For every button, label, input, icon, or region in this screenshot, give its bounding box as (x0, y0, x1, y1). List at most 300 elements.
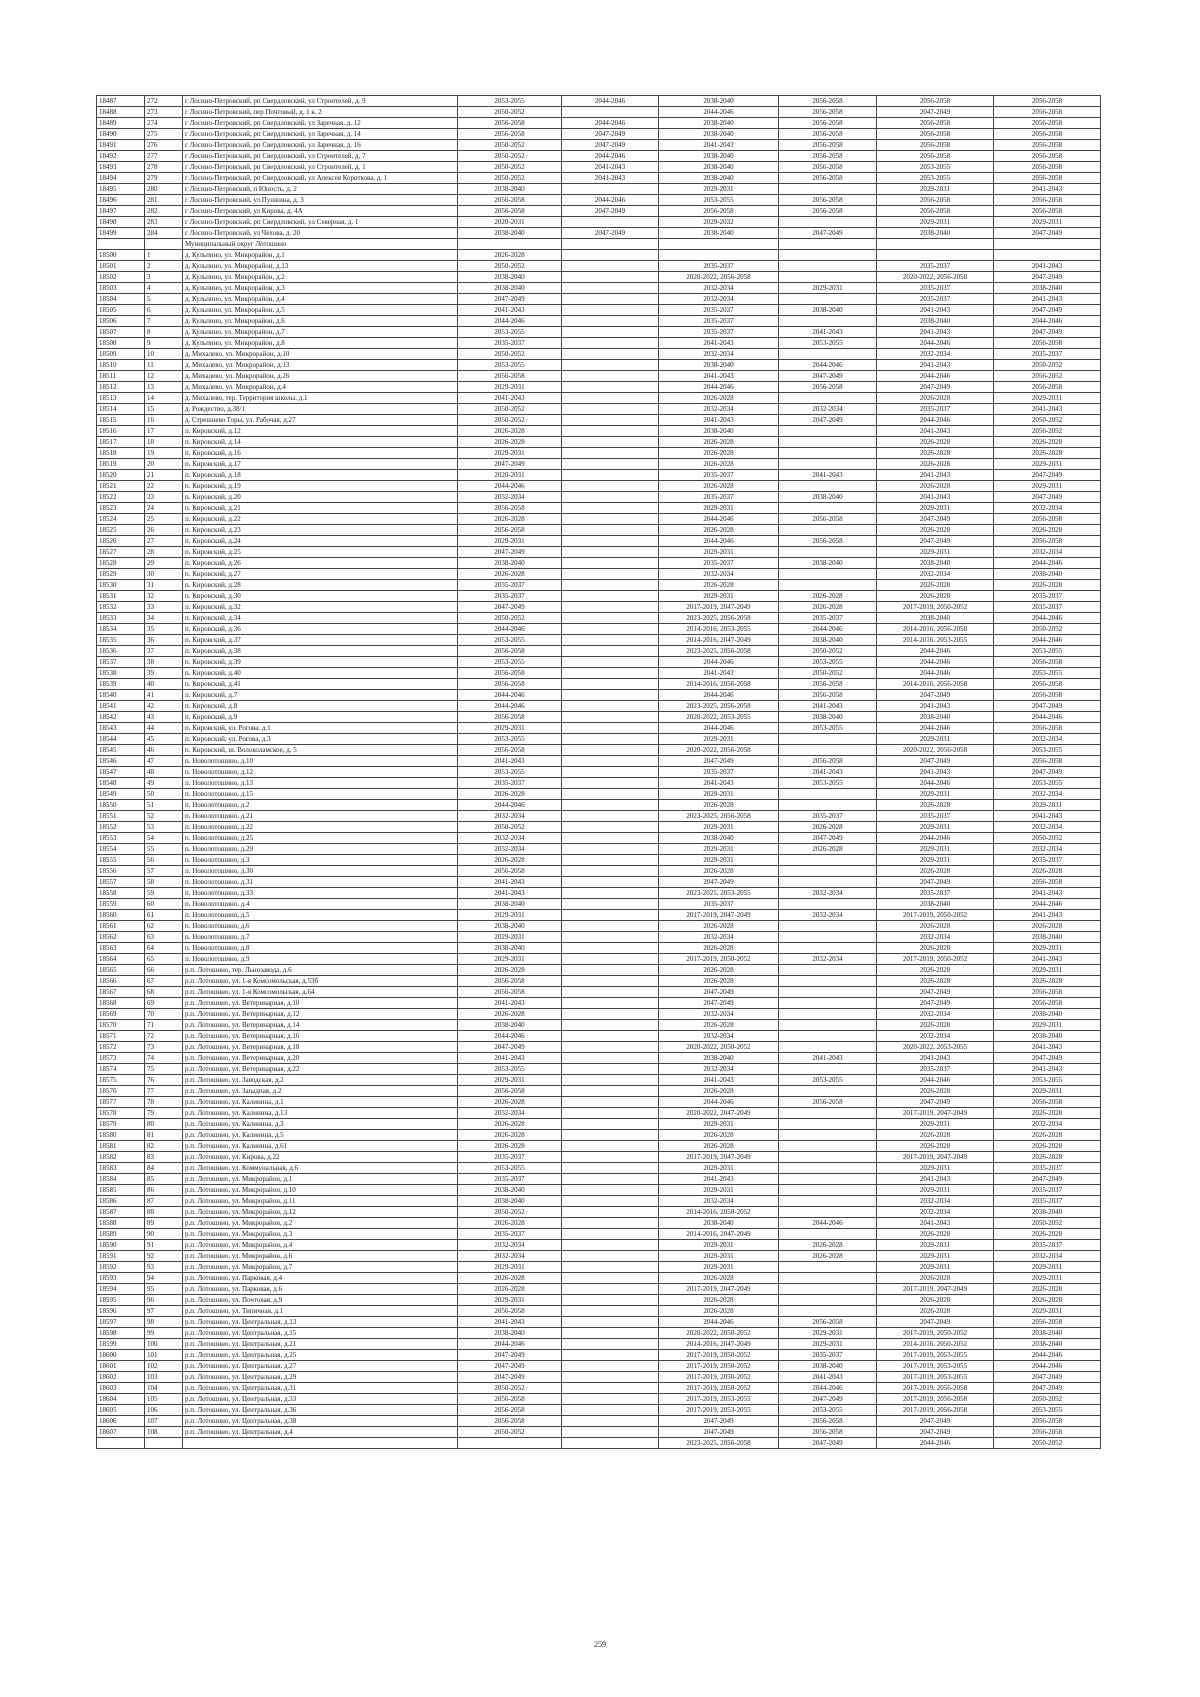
period-6-cell: 2047-2049 (994, 272, 1101, 283)
period-3-cell (659, 239, 779, 250)
table-row (97, 624, 1101, 635)
period-5-cell: 2026-2028 (877, 976, 994, 987)
table-row (97, 261, 1101, 272)
period-3-cell: 2047-2049 (659, 998, 779, 1009)
address-cell (183, 1438, 458, 1449)
address-cell: п. Кировский, д.26 (183, 558, 458, 569)
period-6-cell: 2026-2028 (994, 1108, 1101, 1119)
period-6-cell: 2050-2052 (994, 1438, 1101, 1449)
period-5-cell: 2017-2019, 2047-2049 (877, 1152, 994, 1163)
period-6-cell: 2032-2034 (994, 822, 1101, 833)
period-2-cell (562, 1042, 659, 1053)
period-1-cell: 2044-2046 (458, 800, 562, 811)
period-6-cell: 2029-2031 (994, 393, 1101, 404)
row-sequence-cell: 67 (145, 976, 183, 987)
row-sequence-cell: 52 (145, 811, 183, 822)
period-4-cell: 2056-2058 (779, 679, 877, 690)
period-6-cell: 2029-2031 (994, 1086, 1101, 1097)
record-number-cell: 18491 (97, 140, 145, 151)
address-cell: п. Кировский, д.12 (183, 426, 458, 437)
table-row (97, 547, 1101, 558)
period-1-cell: 2038-2040 (458, 1185, 562, 1196)
period-4-cell: 2041-2043 (779, 470, 877, 481)
period-4-cell: 2056-2058 (779, 1427, 877, 1438)
row-sequence-cell: 10 (145, 349, 183, 360)
period-1-cell: 2044-2046 (458, 690, 562, 701)
period-4-cell: 2056-2058 (779, 162, 877, 173)
record-number-cell: 18521 (97, 481, 145, 492)
period-2-cell (562, 1262, 659, 1273)
period-1-cell: 2026-2028 (458, 437, 562, 448)
row-sequence-cell: 15 (145, 404, 183, 415)
period-4-cell: 2053-2055 (779, 723, 877, 734)
record-number-cell: 18542 (97, 712, 145, 723)
table-row (97, 646, 1101, 657)
address-cell: р.п. Лотошино, ул. Ветеринарная, д.16 (183, 1031, 458, 1042)
row-sequence-cell: 283 (145, 217, 183, 228)
row-sequence-cell: 61 (145, 910, 183, 921)
period-3-cell: 2044-2046 (659, 536, 779, 547)
period-4-cell (779, 932, 877, 943)
row-sequence-cell: 41 (145, 690, 183, 701)
period-2-cell: 2044-2046 (562, 151, 659, 162)
period-5-cell: 2014-2016, 2056-2058 (877, 624, 994, 635)
address-cell: п. Новолотошино, д.12 (183, 767, 458, 778)
period-5-cell: 2056-2058 (877, 151, 994, 162)
period-2-cell (562, 1163, 659, 1174)
period-3-cell: 2038-2040 (659, 96, 779, 107)
period-6-cell: 2050-2052 (994, 415, 1101, 426)
period-5-cell: 2017-2019, 2053-2055 (877, 1350, 994, 1361)
period-2-cell (562, 107, 659, 118)
period-4-cell: 2032-2034 (779, 888, 877, 899)
period-1-cell: 2038-2040 (458, 943, 562, 954)
period-5-cell: 2038-2040 (877, 613, 994, 624)
period-6-cell: 2053-2055 (994, 1075, 1101, 1086)
address-cell: г Лосино-Петровский, рп Свердловский, ул Заречная, д. 16 (183, 140, 458, 151)
period-4-cell: 2026-2028 (779, 822, 877, 833)
period-2-cell (562, 580, 659, 591)
row-sequence-cell: 97 (145, 1306, 183, 1317)
record-number-cell: 18591 (97, 1251, 145, 1262)
period-2-cell: 2047-2049 (562, 228, 659, 239)
table-row (97, 404, 1101, 415)
address-cell: р.п. Лотошино, ул. Парковая, д.6 (183, 1284, 458, 1295)
address-cell: р.п. Лотошино, ул. Микрорайон, д.11 (183, 1196, 458, 1207)
record-number-cell: 18505 (97, 305, 145, 316)
period-2-cell: 2041-2043 (562, 162, 659, 173)
period-5-cell: 2047-2049 (877, 107, 994, 118)
period-3-cell: 2035-2037 (659, 327, 779, 338)
row-sequence-cell: 56 (145, 855, 183, 866)
row-sequence-cell: 39 (145, 668, 183, 679)
row-sequence-cell: 57 (145, 866, 183, 877)
period-1-cell: 2032-2034 (458, 833, 562, 844)
record-number-cell: 18604 (97, 1394, 145, 1405)
record-number-cell: 18571 (97, 1031, 145, 1042)
record-number-cell: 18539 (97, 679, 145, 690)
period-6-cell: 2047-2049 (994, 470, 1101, 481)
period-3-cell: 2035-2037 (659, 558, 779, 569)
row-sequence-cell: 7 (145, 316, 183, 327)
period-1-cell: 2050-2052 (458, 349, 562, 360)
period-6-cell: 2056-2058 (994, 679, 1101, 690)
row-sequence-cell: 73 (145, 1042, 183, 1053)
period-2-cell (562, 1196, 659, 1207)
period-1-cell: 2044-2046 (458, 701, 562, 712)
address-cell: д. Михалево, ул. Микрорайон, д.4 (183, 382, 458, 393)
period-1-cell: 2038-2040 (458, 228, 562, 239)
period-1-cell: 2047-2049 (458, 602, 562, 613)
period-4-cell (779, 1086, 877, 1097)
period-5-cell: 2026-2028 (877, 1086, 994, 1097)
period-3-cell: 2047-2049 (659, 1427, 779, 1438)
record-number-cell: 18502 (97, 272, 145, 283)
table-row (97, 1372, 1101, 1383)
period-3-cell: 2041-2043 (659, 1174, 779, 1185)
row-sequence-cell: 66 (145, 965, 183, 976)
period-5-cell: 2017-2019, 2056-2058 (877, 1383, 994, 1394)
table-row (97, 657, 1101, 668)
record-number-cell: 18544 (97, 734, 145, 745)
row-sequence-cell: 5 (145, 294, 183, 305)
address-cell: п. Кировский, д.7 (183, 690, 458, 701)
period-4-cell: 2032-2034 (779, 404, 877, 415)
period-1-cell: 2044-2046 (458, 1339, 562, 1350)
record-number-cell: 18550 (97, 800, 145, 811)
address-cell: п. Кировский, д.22 (183, 514, 458, 525)
record-number-cell: 18583 (97, 1163, 145, 1174)
table-body (97, 96, 1101, 1449)
period-3-cell: 2020-2022, 2056-2058 (659, 745, 779, 756)
address-cell: г Лосино-Петровский, рп Свердловский, ул Алексея Короткова, д. 1 (183, 173, 458, 184)
address-cell: п. Кировский, д.38 (183, 646, 458, 657)
record-number-cell: 18536 (97, 646, 145, 657)
period-1-cell: 2020-2031 (458, 217, 562, 228)
period-3-cell: 2023-2025, 2056-2058 (659, 646, 779, 657)
period-6-cell: 2026-2028 (994, 1295, 1101, 1306)
record-number-cell: 18515 (97, 415, 145, 426)
table-row (97, 811, 1101, 822)
record-number-cell: 18579 (97, 1119, 145, 1130)
period-4-cell (779, 437, 877, 448)
address-cell: г Лосино-Петровский, ул Пушкина, д. 3 (183, 195, 458, 206)
period-2-cell (562, 844, 659, 855)
period-2-cell (562, 987, 659, 998)
row-sequence-cell: 14 (145, 393, 183, 404)
period-3-cell: 2026-2028 (659, 393, 779, 404)
period-1-cell: 2038-2040 (458, 921, 562, 932)
table-row (97, 701, 1101, 712)
period-6-cell: 2041-2043 (994, 261, 1101, 272)
period-6-cell: 2032-2034 (994, 844, 1101, 855)
table-row (97, 1185, 1101, 1196)
record-number-cell: 18528 (97, 558, 145, 569)
period-2-cell (562, 1020, 659, 1031)
address-cell: р.п. Лотошино, ул. Микрорайон, д.3 (183, 1229, 458, 1240)
period-1-cell: 2053-2055 (458, 734, 562, 745)
period-4-cell (779, 800, 877, 811)
period-5-cell: 2035-2037 (877, 261, 994, 272)
period-1-cell: 2029-2031 (458, 1295, 562, 1306)
address-cell: д. Михалево, ул. Микрорайон, д.26 (183, 371, 458, 382)
period-1-cell: 2029-2031 (458, 723, 562, 734)
record-number-cell: 18563 (97, 943, 145, 954)
period-1-cell: 2026-2028 (458, 855, 562, 866)
period-2-cell (562, 393, 659, 404)
row-sequence-cell: 68 (145, 987, 183, 998)
period-3-cell: 2029-2031 (659, 822, 779, 833)
period-4-cell: 2038-2040 (779, 1361, 877, 1372)
address-cell: р.п. Лотошино, ул. Ветеринарная, д.10 (183, 998, 458, 1009)
row-sequence-cell: 76 (145, 1075, 183, 1086)
record-number-cell: 18584 (97, 1174, 145, 1185)
period-1-cell: 2047-2049 (458, 294, 562, 305)
period-3-cell: 2038-2040 (659, 162, 779, 173)
row-sequence-cell: 34 (145, 613, 183, 624)
period-4-cell: 2056-2058 (779, 96, 877, 107)
address-cell: р.п. Лотошино, ул. Микрорайон, д.4 (183, 1240, 458, 1251)
record-number-cell: 18566 (97, 976, 145, 987)
address-cell: д. Кульпино, ул. Микрорайон, д.6 (183, 316, 458, 327)
period-2-cell (562, 371, 659, 382)
period-2-cell (562, 426, 659, 437)
period-2-cell (562, 1053, 659, 1064)
period-6-cell: 2038-2040 (994, 1328, 1101, 1339)
record-number-cell: 18487 (97, 96, 145, 107)
period-3-cell: 2014-2016, 2047-2049 (659, 1229, 779, 1240)
period-4-cell: 2041-2043 (779, 701, 877, 712)
period-3-cell: 2041-2043 (659, 415, 779, 426)
period-2-cell (562, 349, 659, 360)
period-5-cell: 2014-2016, 2050-2052 (877, 1339, 994, 1350)
table-row (97, 800, 1101, 811)
table-row (97, 283, 1101, 294)
period-4-cell: 2041-2043 (779, 767, 877, 778)
table-row (97, 1229, 1101, 1240)
period-1-cell: 2026-2028 (458, 1009, 562, 1020)
period-5-cell: 2044-2046 (877, 1438, 994, 1449)
period-2-cell (562, 338, 659, 349)
period-3-cell: 2026-2028 (659, 1020, 779, 1031)
period-2-cell (562, 1130, 659, 1141)
period-3-cell: 2038-2040 (659, 1053, 779, 1064)
row-sequence-cell: 87 (145, 1196, 183, 1207)
period-2-cell (562, 1317, 659, 1328)
period-6-cell: 2056-2058 (994, 723, 1101, 734)
period-4-cell (779, 448, 877, 459)
period-5-cell: 2032-2034 (877, 1196, 994, 1207)
period-2-cell (562, 1031, 659, 1042)
period-4-cell (779, 569, 877, 580)
period-3-cell: 2020-2022, 2047-2049 (659, 1108, 779, 1119)
period-5-cell: 2026-2028 (877, 481, 994, 492)
period-6-cell: 2041-2043 (994, 184, 1101, 195)
address-cell: р.п. Лотошино, ул. Ветеринарная, д.18 (183, 1042, 458, 1053)
period-6-cell: 2050-2052 (994, 624, 1101, 635)
period-3-cell: 2029-2031 (659, 1240, 779, 1251)
period-2-cell (562, 899, 659, 910)
period-2-cell (562, 789, 659, 800)
record-number-cell: 18589 (97, 1229, 145, 1240)
address-cell: п. Новолотошино, д.33 (183, 888, 458, 899)
period-3-cell: 2032-2034 (659, 1064, 779, 1075)
row-sequence-cell: 85 (145, 1174, 183, 1185)
period-4-cell (779, 1262, 877, 1273)
period-1-cell: 2026-2028 (458, 1097, 562, 1108)
record-number-cell: 18498 (97, 217, 145, 228)
period-3-cell: 2041-2043 (659, 668, 779, 679)
period-6-cell: 2056-2058 (994, 1097, 1101, 1108)
period-3-cell: 2041-2043 (659, 1075, 779, 1086)
period-3-cell: 2020-2022, 2050-2052 (659, 1328, 779, 1339)
period-5-cell: 2047-2049 (877, 987, 994, 998)
period-6-cell: 2044-2046 (994, 899, 1101, 910)
address-cell: п. Новолотошино, д.25 (183, 833, 458, 844)
table-row (97, 1108, 1101, 1119)
period-5-cell: 2053-2055 (877, 173, 994, 184)
address-cell: д. Кульпино, ул. Микрорайон, д.3 (183, 283, 458, 294)
record-number-cell: 18534 (97, 624, 145, 635)
period-4-cell: 2047-2049 (779, 1394, 877, 1405)
period-3-cell: 2020-2022, 2050-2052 (659, 1042, 779, 1053)
table-row (97, 514, 1101, 525)
period-2-cell: 2044-2046 (562, 96, 659, 107)
period-1-cell: 2047-2049 (458, 459, 562, 470)
period-5-cell: 2029-2031 (877, 217, 994, 228)
period-1-cell: 2056-2058 (458, 1416, 562, 1427)
period-4-cell: 2047-2049 (779, 415, 877, 426)
record-number-cell: 18524 (97, 514, 145, 525)
period-4-cell: 2029-2031 (779, 1339, 877, 1350)
row-sequence-cell: 278 (145, 162, 183, 173)
table-row (97, 371, 1101, 382)
row-sequence-cell: 75 (145, 1064, 183, 1075)
period-2-cell (562, 283, 659, 294)
period-1-cell: 2035-2037 (458, 1174, 562, 1185)
period-4-cell: 2056-2058 (779, 140, 877, 151)
record-number-cell: 18602 (97, 1372, 145, 1383)
period-5-cell: 2056-2058 (877, 195, 994, 206)
period-6-cell: 2029-2031 (994, 1306, 1101, 1317)
address-cell: п. Кировский, д.17 (183, 459, 458, 470)
row-sequence-cell: 284 (145, 228, 183, 239)
period-5-cell: 2035-2037 (877, 404, 994, 415)
period-4-cell (779, 745, 877, 756)
record-number-cell: 18522 (97, 492, 145, 503)
period-2-cell (562, 965, 659, 976)
period-2-cell (562, 1372, 659, 1383)
period-4-cell (779, 1163, 877, 1174)
record-number-cell: 18520 (97, 470, 145, 481)
period-3-cell: 2038-2040 (659, 228, 779, 239)
period-5-cell: 2026-2028 (877, 1020, 994, 1031)
period-6-cell: 2035-2037 (994, 855, 1101, 866)
row-sequence-cell: 20 (145, 459, 183, 470)
period-2-cell (562, 503, 659, 514)
period-5-cell: 2017-2019, 2056-2058 (877, 1405, 994, 1416)
period-5-cell: 2017-2019, 2056-2058 (877, 1394, 994, 1405)
period-3-cell: 2029-2031 (659, 1119, 779, 1130)
period-4-cell (779, 1119, 877, 1130)
record-number-cell: 18575 (97, 1075, 145, 1086)
period-3-cell: 2035-2037 (659, 316, 779, 327)
period-6-cell: 2038-2040 (994, 283, 1101, 294)
row-sequence-cell: 71 (145, 1020, 183, 1031)
row-sequence-cell (145, 239, 183, 250)
row-sequence-cell: 82 (145, 1141, 183, 1152)
record-number-cell: 18518 (97, 448, 145, 459)
period-2-cell (562, 1075, 659, 1086)
row-sequence-cell: 282 (145, 206, 183, 217)
period-6-cell: 2056-2058 (994, 877, 1101, 888)
period-4-cell: 2026-2028 (779, 602, 877, 613)
period-1-cell: 2038-2040 (458, 899, 562, 910)
period-5-cell: 2029-2031 (877, 1119, 994, 1130)
record-number-cell: 18554 (97, 844, 145, 855)
period-4-cell: 2026-2028 (779, 591, 877, 602)
address-cell: п. Кировский, д.27 (183, 569, 458, 580)
table-row (97, 932, 1101, 943)
period-2-cell (562, 1152, 659, 1163)
period-6-cell: 2047-2049 (994, 1053, 1101, 1064)
period-5-cell: 2044-2046 (877, 338, 994, 349)
address-cell: р.п. Лотошино, ул. 1-я Комсомольская, д.53б (183, 976, 458, 987)
table-row (97, 151, 1101, 162)
period-3-cell: 2032-2034 (659, 404, 779, 415)
period-6-cell: 2056-2058 (994, 756, 1101, 767)
period-2-cell (562, 1009, 659, 1020)
period-5-cell: 2026-2028 (877, 965, 994, 976)
period-4-cell (779, 965, 877, 976)
table-row (97, 1009, 1101, 1020)
address-cell: г Лосино-Петровский, пер Почтовый, д. 1 к. 2 (183, 107, 458, 118)
period-5-cell: 2047-2049 (877, 1416, 994, 1427)
period-4-cell (779, 1141, 877, 1152)
period-6-cell: 2056-2052 (994, 426, 1101, 437)
period-5-cell: 2026-2028 (877, 437, 994, 448)
period-1-cell: 2035-2037 (458, 1229, 562, 1240)
period-6-cell: 2026-2028 (994, 448, 1101, 459)
address-cell: п. Кировский, д.9 (183, 712, 458, 723)
address-cell: п. Новолотошино, д.31 (183, 877, 458, 888)
period-6-cell: 2038-2040 (994, 1009, 1101, 1020)
record-number-cell: 18513 (97, 393, 145, 404)
period-5-cell: 2026-2028 (877, 943, 994, 954)
period-5-cell: 2041-2043 (877, 767, 994, 778)
period-1-cell: 2047-2049 (458, 1350, 562, 1361)
table-row (97, 415, 1101, 426)
address-cell: г Лосино-Петровский, ул Кирова, д. 4А (183, 206, 458, 217)
row-sequence-cell: 103 (145, 1372, 183, 1383)
address-cell: р.п. Лотошино, ул. Центральная, д.27 (183, 1361, 458, 1372)
address-cell: р.п. Лотошино, ул. Центральная, д.31 (183, 1383, 458, 1394)
period-4-cell (779, 426, 877, 437)
address-cell: р.п. Лотошино, ул. Калинина, д.1 (183, 1097, 458, 1108)
period-6-cell: 2026-2028 (994, 580, 1101, 591)
period-3-cell: 2023-2025, 2056-2058 (659, 1438, 779, 1449)
address-cell: д. Михалево, ул. Микрорайон, д.13 (183, 360, 458, 371)
period-2-cell (562, 1119, 659, 1130)
row-sequence-cell: 79 (145, 1108, 183, 1119)
period-3-cell (659, 250, 779, 261)
record-number-cell: 18564 (97, 954, 145, 965)
table-row (97, 602, 1101, 613)
period-2-cell (562, 492, 659, 503)
period-6-cell: 2032-2034 (994, 503, 1101, 514)
period-5-cell: 2014-2016, 2056-2058 (877, 679, 994, 690)
row-sequence-cell: 69 (145, 998, 183, 1009)
